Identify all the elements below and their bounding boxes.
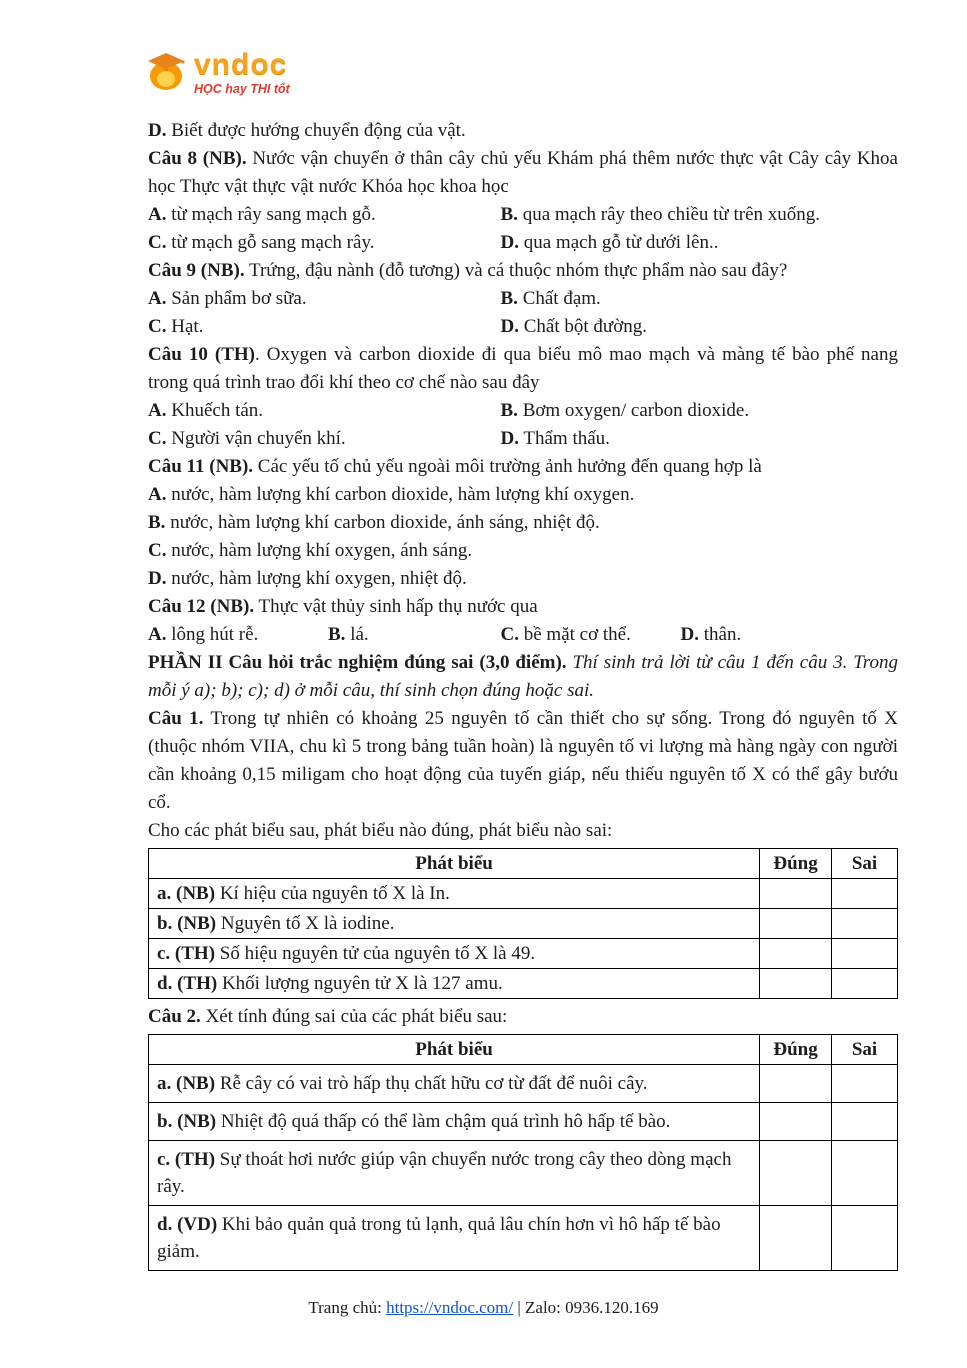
bold-text: Câu 2. [148,1006,201,1027]
text: Các yếu tố chủ yếu ngoài môi trường ảnh hưởng đến quang hợp là [253,456,762,477]
table-row [149,1065,898,1103]
table-row [149,1141,898,1206]
brand-name: vndoc [194,48,288,81]
answer-option [148,229,501,257]
bold-text: A. [148,484,167,505]
bold-text: C. [148,232,167,253]
italic-text: Thí sinh trả lời từ câu 1 đến câu 3. Trong mỗi ý a); b); c); d) ở mỗi câu, thí sinh chọn đúng hoặc sai. [148,652,898,701]
paragraph [148,341,898,397]
answer-cell-dung [760,939,832,969]
text: từ mạch rây sang mạch gỗ. [166,204,376,225]
table-row [149,939,898,969]
text: lá. [345,624,369,645]
paragraph [148,649,898,705]
answer-cell-dung [760,1141,832,1206]
options-row [148,313,898,341]
text: Thực vật thủy sinh hấp thụ nước qua [254,596,538,617]
text: Cho các phát biểu sau, phát biểu nào đúng, phát biểu nào sai: [148,820,613,841]
table-header-cell: Phát biểu [149,1035,760,1065]
answer-option [148,621,328,649]
bold-text: B. [328,624,346,645]
bold-text: d. (TH) [157,973,218,994]
text: thân. [698,624,742,645]
bold-text: D. [500,232,519,253]
bold-text: B. [500,400,518,421]
text: qua mạch gỗ từ dưới lên.. [518,232,719,253]
bold-text: b. (NB) [157,913,217,934]
statement-cell [149,1206,760,1271]
paragraph [148,453,898,481]
text: Nguyên tố X là iodine. [216,913,395,934]
answer-option [501,313,899,341]
text: Chất bột đường. [518,316,647,337]
answer-cell-dung [760,1206,832,1271]
bold-text: Câu 1. [148,708,204,729]
bold-text: A. [148,288,167,309]
bold-text: b. (NB) [157,1111,217,1132]
footer-prefix: Trang chủ: [308,1298,387,1317]
text: Khi bảo quản quả trong tủ lạnh, quả lâu chín hơn vì hô hấp tế bào giảm. [157,1214,721,1262]
answer-cell-sai [832,939,898,969]
text: Rễ cây có vai trò hấp thụ chất hữu cơ từ đất để nuôi cây. [215,1073,648,1094]
bold-text: PHẦN II Câu hỏi trắc nghiệm đúng sai (3,0 điểm). [148,652,567,673]
text: Sự thoát hơi nước giúp vận chuyển nước trong cây theo dòng mạch rây. [157,1149,732,1197]
bold-text: c. (TH) [157,1149,216,1170]
options-row [148,229,898,257]
options-row [148,201,898,229]
statement-cell [149,1065,760,1103]
bold-text: D. [148,568,167,589]
bold-text: A. [148,400,167,421]
bold-text: Câu 11 (NB). [148,456,254,477]
bold-text: D. [500,316,519,337]
answer-option [501,425,899,453]
bold-text: Câu 8 (NB). [148,148,247,169]
bold-text: C. [500,624,519,645]
text: Người vận chuyển khí. [166,428,346,449]
bold-text: A. [148,204,167,225]
paragraph [148,509,898,537]
answer-cell-dung [760,909,832,939]
text: Nhiệt độ quá thấp có thể làm chậm quá trình hô hấp tế bào. [216,1111,671,1132]
text: Kí hiệu của nguyên tố X là In. [215,883,450,904]
text: Bơm oxygen/ carbon dioxide. [517,400,750,421]
table-header-cell: Sai [832,849,898,879]
paragraph [148,117,898,145]
text: nước, hàm lượng khí carbon dioxide, hàm lượng khí oxygen. [166,484,635,505]
answer-option [148,201,501,229]
text: Biết được hướng chuyển động của vật. [166,120,466,141]
footer [0,1298,967,1318]
text: Trong tự nhiên có khoảng 25 nguyên tố cần thiết cho sự sống. Trong đó nguyên tố X (thuộc nhóm VIIA, chu kì 5 trong bảng tuần hoàn) là nguyên tố vi lượng mà hàng ngày con người cần khoảng 0,15 miligam cho hoạt động của tuyến giáp, nếu thiếu nguyên tố X có thể gây bướu cổ. [148,708,898,813]
answer-cell-sai [832,1065,898,1103]
table-row [149,879,898,909]
document-body [148,117,898,1271]
answer-cell-sai [832,1141,898,1206]
answer-option [148,397,501,425]
bold-text: Câu 10 (TH) [148,344,255,365]
table-row [149,1206,898,1271]
statement-cell [149,1103,760,1141]
text: nước, hàm lượng khí oxygen, ánh sáng. [166,540,473,561]
paragraph [148,565,898,593]
answer-option [501,621,681,649]
text: Khối lượng nguyên tử X là 127 amu. [217,973,503,994]
text: nước, hàm lượng khí oxygen, nhiệt độ. [166,568,467,589]
bold-text: c. (TH) [157,943,216,964]
table-header-cell: Đúng [760,849,832,879]
text: . Oxygen và carbon dioxide đi qua biểu mô mao mạch và màng tế bào phế nang trong quá trình trao đổi khí theo cơ chế nào sau đây [148,344,898,393]
bold-text: d. (VD) [157,1214,218,1235]
answer-option [681,621,899,649]
bold-text: B. [500,204,518,225]
true-false-table [148,848,898,999]
bold-text: C. [148,540,167,561]
text: Khuếch tán. [166,400,264,421]
text: Trứng, đậu nành (đỗ tương) và cá thuộc nhóm thực phẩm nào sau đây? [244,260,788,281]
bold-text: A. [148,624,167,645]
table-header-cell: Đúng [760,1035,832,1065]
text: Số hiệu nguyên tử của nguyên tố X là 49. [215,943,536,964]
answer-cell-sai [832,879,898,909]
answer-option [501,229,899,257]
table-row [149,969,898,999]
brand-tagline: HỌC hay THI tốt [194,82,290,96]
answer-option [501,285,899,313]
paragraph [148,705,898,817]
logo-text [194,50,290,96]
statement-cell [149,879,760,909]
table-header-cell: Sai [832,1035,898,1065]
statement-cell [149,1141,760,1206]
paragraph [148,145,898,201]
bold-text: Câu 12 (NB). [148,596,255,617]
text: từ mạch gỗ sang mạch rây. [166,232,375,253]
text: Chất đạm. [517,288,601,309]
answer-option [148,313,501,341]
bold-text: B. [500,288,518,309]
paragraph [148,481,898,509]
options-row [148,285,898,313]
bold-text: C. [148,428,167,449]
text: Sản phẩm bơ sữa. [166,288,307,309]
bold-text: D. [680,624,699,645]
text: Hạt. [166,316,204,337]
text: Nước vận chuyển ở thân cây chủ yếu Khám phá thêm nước thực vật Cây cây Khoa học Thực vật thực vật nước Khóa học khoa học [148,148,898,197]
answer-cell-sai [832,1206,898,1271]
answer-option [501,397,899,425]
bold-text: Câu 9 (NB). [148,260,245,281]
answer-option [148,285,501,313]
answer-cell-sai [832,969,898,999]
answer-option [501,201,899,229]
answer-option [328,621,501,649]
answer-cell-dung [760,879,832,909]
answer-cell-dung [760,1103,832,1141]
statement-cell [149,939,760,969]
bold-text: a. (NB) [157,1073,216,1094]
text: lông hút rễ. [166,624,259,645]
statement-cell [149,909,760,939]
bold-text: D. [148,120,167,141]
homepage-link[interactable]: https://vndoc.com/ [386,1298,514,1317]
text: Thẩm thấu. [518,428,610,449]
answer-cell-dung [760,969,832,999]
paragraph [148,1003,898,1031]
table-row [149,909,898,939]
options-row [148,397,898,425]
bold-text: C. [148,316,167,337]
bold-text: a. (NB) [157,883,216,904]
text: Xét tính đúng sai của các phát biểu sau: [200,1006,508,1027]
table-header-cell: Phát biểu [149,849,760,879]
bold-text: B. [148,512,166,533]
vndoc-logo-icon [144,50,188,97]
paragraph [148,257,898,285]
options-row [148,425,898,453]
text: bề mặt cơ thể. [518,624,631,645]
paragraph [148,537,898,565]
bold-text: D. [500,428,519,449]
paragraph [148,817,898,845]
answer-cell-dung [760,1065,832,1103]
table-row [149,1103,898,1141]
options-row [148,621,898,649]
footer-suffix: | Zalo: 0936.120.169 [513,1298,659,1317]
answer-cell-sai [832,1103,898,1141]
text: qua mạch rây theo chiều từ trên xuống. [517,204,820,225]
text: nước, hàm lượng khí carbon dioxide, ánh sáng, nhiệt độ. [165,512,600,533]
true-false-table [148,1034,898,1271]
vndoc-logo [144,50,898,97]
statement-cell [149,969,760,999]
answer-cell-sai [832,909,898,939]
paragraph [148,593,898,621]
answer-option [148,425,501,453]
